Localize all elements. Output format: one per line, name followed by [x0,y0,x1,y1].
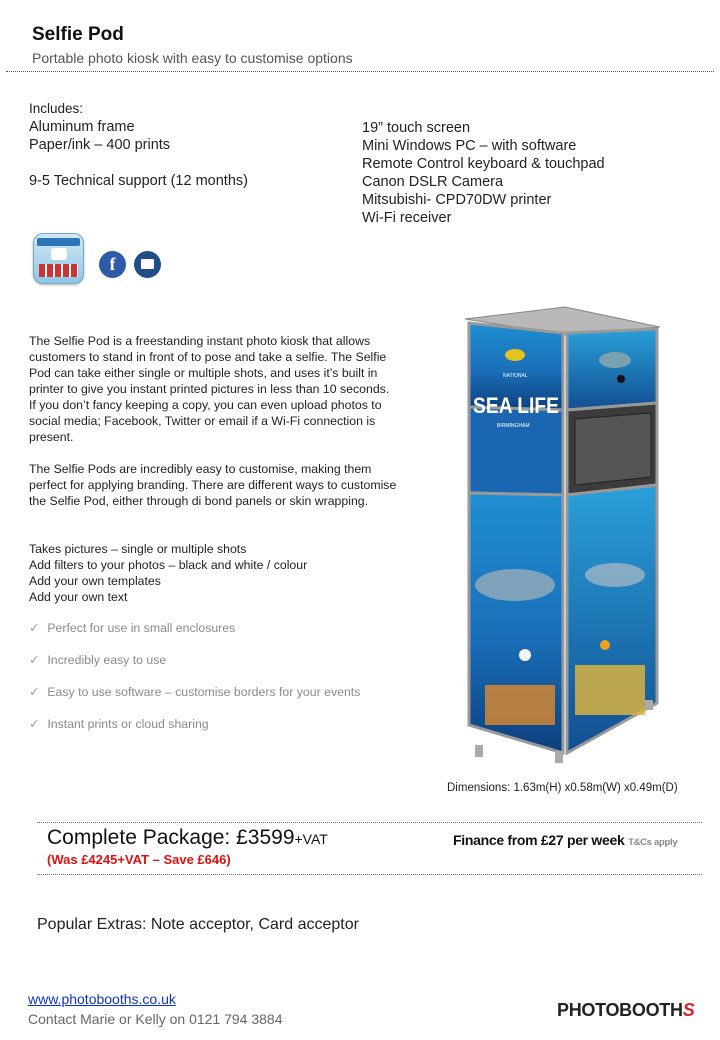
page-subtitle: Portable photo kiosk with easy to customise options [32,50,353,66]
app-icon[interactable] [33,233,84,284]
email-icon[interactable] [134,251,161,278]
divider [37,874,702,875]
includes-item: Mitsubishi- CPD70DW printer [362,192,552,208]
facebook-icon[interactable]: f [99,251,126,278]
includes-label: Includes: [29,101,84,116]
contact-text: Contact Marie or Kelly on 0121 794 3884 [28,1011,283,1027]
feature-line: Add your own text [29,590,128,604]
includes-item: 9-5 Technical support (12 months) [29,173,248,189]
photobooths-logo: PHOTOBOOTHS [557,1000,695,1020]
check-icon: ✓ [29,685,40,699]
description-paragraph: The Selfie Pod is a freestanding instant photo kiosk that allows customers to stand in front of to pose and take a selfie. The Selfie Pod can take either single or multiple shots, and uses it’s built in printer to give you instant printed pictures in less than 10 seconds. If you don’t fancy keeping a copy, you can even upload photos to social media; Facebook, Twitter or email if a Wi-Fi connection is present. [29,334,390,444]
check-icon: ✓ [29,717,40,731]
checklist-item: ✓ Easy to use software – customise borders for your events [29,685,361,699]
app-icon-banner [37,238,80,246]
photo-strip-icon [39,264,78,277]
dimensions-caption: Dimensions: 1.63m(H) x0.58m(W) x0.49m(D) [447,782,678,794]
page-title: Selfie Pod [32,24,124,45]
includes-item: Paper/ink – 400 prints [29,137,171,153]
website-link[interactable]: www.photobooths.co.uk [28,991,176,1007]
features-list [29,541,399,605]
kiosk-brand-main: SEA LIFE [473,393,559,418]
package-price: Complete Package: £3599+VAT [47,826,328,849]
includes-item: Remote Control keyboard & touchpad [362,156,605,172]
feature-line: Add filters to your photos – black and white / colour [29,558,308,572]
tc-note: T&Cs apply [628,837,678,848]
includes-left-list [29,118,248,190]
was-price: (Was £4245+VAT – Save £646) [47,852,231,867]
checklist-item: ✓ Incredibly easy to use [29,653,167,667]
includes-item: 19” touch screen [362,120,471,136]
camera-icon [51,248,67,260]
includes-item: Wi-Fi receiver [362,210,452,226]
description-paragraph: The Selfie Pods are incredibly easy to customise, making them perfect for applying branding. There are different ways to customise the Selfie Pod, either through di bond panels or skin wrapping. [29,462,397,508]
kiosk-brand-sub: BIRMINGHAM [497,423,530,429]
check-icon: ✓ [29,653,40,667]
divider [37,822,702,823]
includes-item: Canon DSLR Camera [362,174,504,190]
check-icon: ✓ [29,621,40,635]
checklist [29,621,360,749]
includes-item: Aluminum frame [29,119,135,135]
includes-right-list [362,119,605,227]
feature-line: Takes pictures – single or multiple shots [29,542,247,556]
checklist-item: ✓ Perfect for use in small enclosures [29,621,236,635]
popular-extras: Popular Extras: Note acceptor, Card acceptor [37,916,359,933]
divider [6,71,714,72]
checklist-item: ✓ Instant prints or cloud sharing [29,717,209,731]
feature-line: Add your own templates [29,574,161,588]
includes-spacer [29,154,248,172]
includes-item: Mini Windows PC – with software [362,138,577,154]
finance-offer: Finance from £27 per week T&Cs apply [453,832,678,848]
kiosk-image [455,305,670,765]
kiosk-brand-top: NATIONAL [503,373,528,379]
